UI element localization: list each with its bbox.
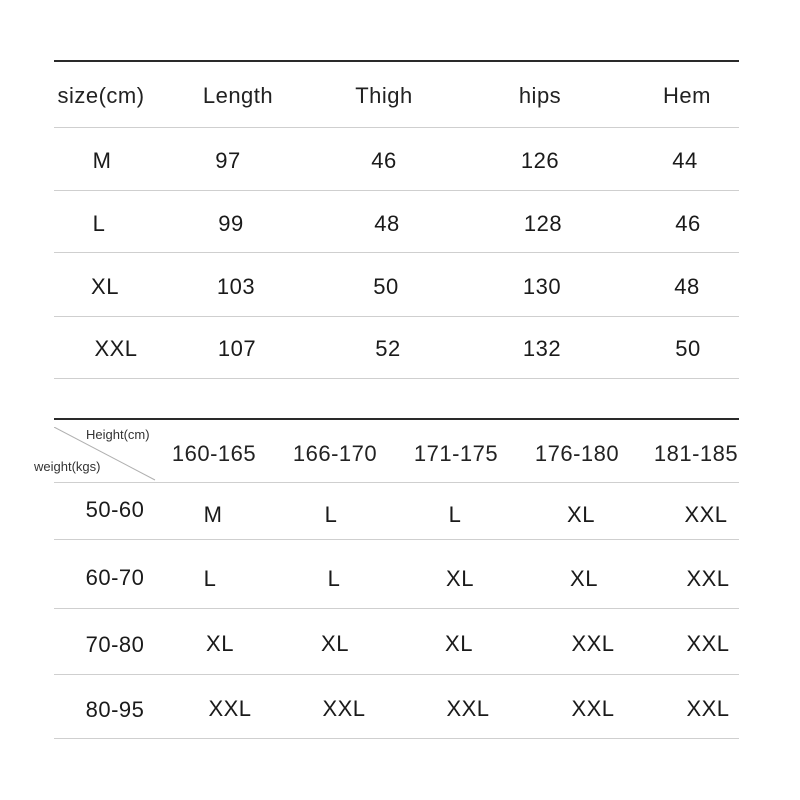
fit-size-cell: XL [567,502,595,527]
weight-range-cell: 70-80 [85,632,145,657]
fit-size-cell: L [448,502,462,527]
size-header-length: Length [202,83,274,108]
hips-cell: 132 [522,336,562,361]
fit-size-cell: XL [570,566,598,591]
size-header-hem: Hem [663,83,711,108]
fit-size-cell: XXL [322,696,366,721]
length-cell: 107 [217,336,257,361]
fit-size-cell: XL [445,631,473,656]
length-cell: 103 [216,274,256,299]
fit-size-cell: XXL [686,696,730,721]
size-table-rule [54,127,739,128]
length-cell: 97 [215,148,241,173]
size-table-rule [54,190,739,191]
thigh-cell: 48 [374,211,400,236]
fit-table-rule [54,608,739,609]
hem-cell: 50 [675,336,701,361]
size-cell: XL [91,274,119,299]
hips-cell: 130 [522,274,562,299]
size-header-size: size(cm) [57,83,145,108]
hem-cell: 48 [674,274,700,299]
hem-cell: 46 [675,211,701,236]
length-cell: 99 [218,211,244,236]
weight-range-cell: 60-70 [85,565,145,590]
fit-size-cell: XXL [446,696,490,721]
height-range-header: 166-170 [292,441,378,466]
size-cell: M [92,148,112,173]
fit-table-rule [54,674,739,675]
height-range-header: 171-175 [413,441,499,466]
thigh-cell: 46 [371,148,397,173]
fit-size-cell: XL [206,631,234,656]
fit-size-cell: L [203,566,217,591]
height-range-header: 181-185 [653,441,739,466]
fit-size-cell: XL [321,631,349,656]
size-table-rule [54,378,739,379]
fit-size-cell: XXL [686,566,730,591]
size-header-thigh: Thigh [355,83,413,108]
thigh-cell: 52 [375,336,401,361]
fit-table-rule [54,539,739,540]
weight-range-cell: 50-60 [85,497,145,522]
fit-size-cell: XXL [571,696,615,721]
size-cell: L [92,211,106,236]
size-header-hips: hips [518,83,562,108]
fit-size-cell: XXL [684,502,728,527]
weight-range-cell: 80-95 [85,697,145,722]
height-range-header: 160-165 [171,441,257,466]
hips-cell: 128 [523,211,563,236]
size-table-rule [54,316,739,317]
fit-size-cell: L [327,566,341,591]
size-table-rule [54,252,739,253]
height-range-header: 176-180 [534,441,620,466]
fit-size-cell: XXL [571,631,615,656]
fit-table-top-rule [54,418,739,420]
fit-table-rule [54,482,739,483]
fit-size-cell: M [203,502,223,527]
hips-cell: 126 [520,148,560,173]
fit-size-cell: XXL [208,696,252,721]
corner-weight-label: weight(kgs) [34,459,101,474]
fit-table-rule [54,738,739,739]
hem-cell: 44 [672,148,698,173]
corner-height-label: Height(cm) [86,427,150,442]
size-table-top-rule [54,60,739,62]
fit-size-cell: XL [446,566,474,591]
fit-size-cell: L [324,502,338,527]
fit-size-cell: XXL [686,631,730,656]
size-cell: XXL [94,336,138,361]
thigh-cell: 50 [373,274,399,299]
